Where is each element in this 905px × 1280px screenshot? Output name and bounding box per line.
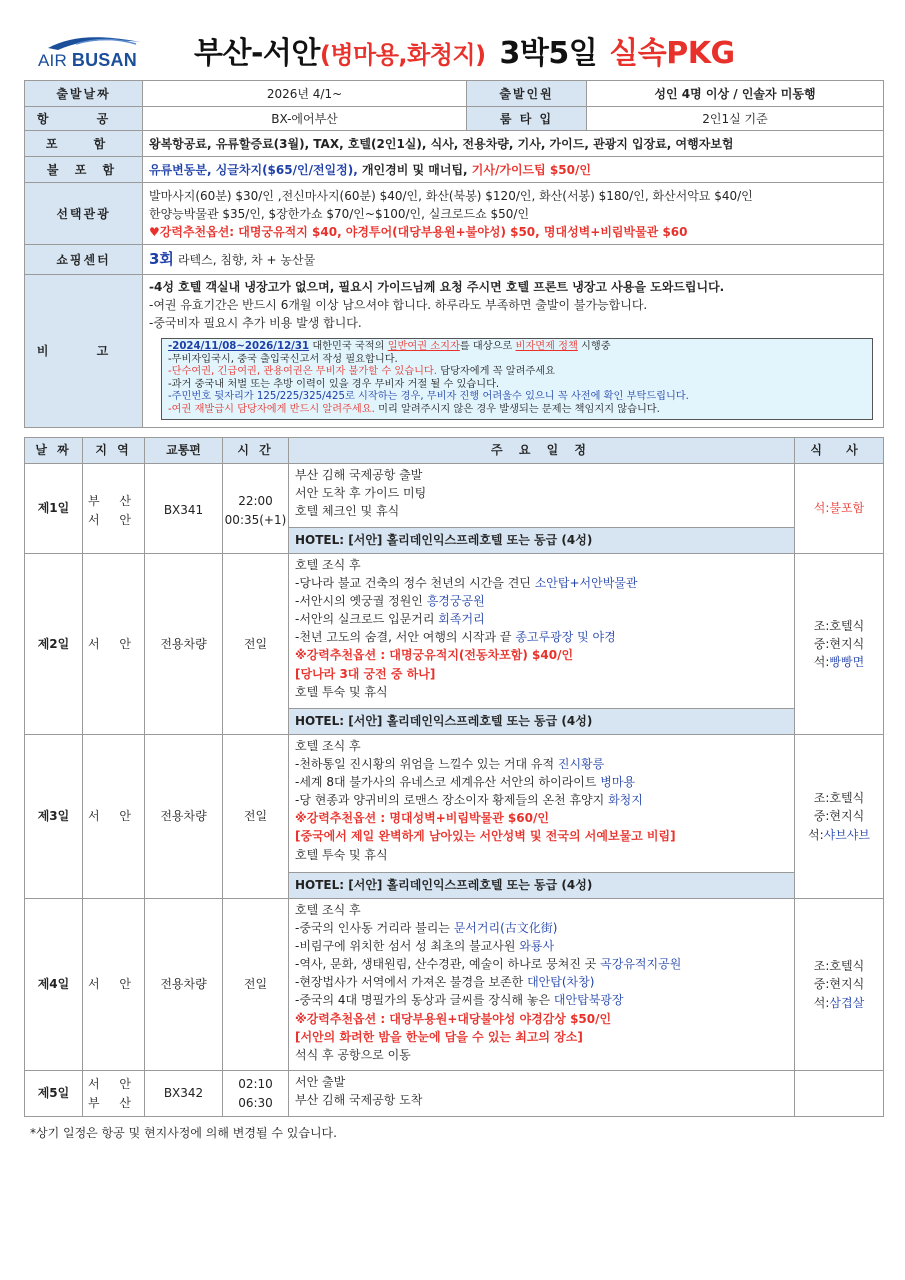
day5-flight: BX342	[145, 1071, 223, 1117]
day3-hotel: HOTEL: [서안] 홀리데인익스프레호텔 또는 동급 (4성)	[289, 873, 795, 899]
remark-1: -4성 호텔 객실내 냉장고가 없으며, 필요시 가이드님께 요청 주시면 호텔 프론트 냉장고 사용을 도와드립니다.	[149, 280, 725, 294]
shopping-items: 라텍스, 침향, 차 + 농산물	[177, 253, 316, 267]
value-options	[143, 183, 884, 245]
day1-flight: BX341	[145, 464, 223, 554]
page-title: 부산-서안(병마용,화청지) 3박5일 실속PKG	[194, 36, 735, 71]
row-depart	[25, 81, 884, 107]
day2-row	[25, 554, 884, 709]
header-date: 날 짜	[25, 438, 83, 464]
value-depart-date: 2026년 4/1~	[143, 81, 467, 107]
value-include: 왕복항공료, 유류할증료(3월), TAX, 호텔(2인1실), 식사, 전용차량, 기사, 가이드, 관광지 입장료, 여행자보험	[143, 131, 884, 157]
header-plan: 주 요 일 정	[289, 438, 795, 464]
air-busan-logo	[38, 32, 148, 76]
day3-plan: 호텔 조식 후 -천하통일 진시황의 위엄을 느낄수 있는 거대 유적 진시황릉 -세계 8대 불가사의 유네스코 세계유산 서안의 하이라이트 병마용 -당 현종과 양귀비의 로맨스 장소이자 황제들의 온천 휴양지 화청지 ※강력추천옵션 : 명대성벽+비림박물관 $60/인 [중국에서 제일 완벽하게 남아있는 서안성벽 및 전국의 서예보물고 비림] 호텔 투숙 및 휴식	[289, 735, 795, 873]
row-airline	[25, 107, 884, 131]
day5-meal	[795, 1071, 884, 1117]
day1-time: 22:00 00:35(+1)	[223, 464, 289, 554]
day1-plan: 부산 김해 국제공항 출발 서안 도착 후 가이드 미팅 호텔 체크인 및 휴식	[289, 464, 795, 528]
value-exclude: 유류변동분, 싱글차지($65/인/전일정), 개인경비 및 매너팁, 기사/가이드팁 $50/인	[143, 157, 884, 183]
day5-row	[25, 1071, 884, 1117]
day2-plan: 호텔 조식 후 -당나라 불교 건축의 정수 천년의 시간을 견딘 소안탑+서안박물관 -서안시의 옛궁궐 정원인 흥경궁공원 -서안의 실크로드 입문거리 회족거리 -천년 고도의 숨결, 서안 여행의 시작과 끝 종고루광장 및 야경 ※강력추천옵션 : 대명궁유적지(전동차포함) $40/인 [당나라 3대 궁전 중 하나] 호텔 투숙 및 휴식	[289, 554, 795, 709]
row-remarks	[25, 275, 884, 428]
remark-2: -여권 유효기간은 반드시 6개월 이상 남으셔야 합니다. 하루라도 부족하면 출발이 불가능합니다.	[149, 298, 648, 312]
logo-text: AIR BUSAN	[38, 50, 137, 70]
label-include: 포 함	[25, 131, 143, 157]
day1-label: 제1일	[25, 464, 83, 554]
notice-1: -2024/11/08~2026/12/31 대한민국 국적의 일반여권 소지자를 대상으로 비자면제 정책 시행중	[168, 341, 611, 352]
value-depart-people: 성인 4명 이상 / 인솔자 미동행	[587, 81, 884, 107]
value-room: 2인1실 기준	[587, 107, 884, 131]
header-meal: 식 사	[795, 438, 884, 464]
day4-region: 서 안	[83, 899, 145, 1071]
visa-notice-box	[161, 338, 873, 420]
day2-meal: 조:호텔식 중:현지식 석:빵빵면	[795, 554, 884, 735]
header-region: 지 역	[83, 438, 145, 464]
row-exclude	[25, 157, 884, 183]
label-options: 선택관광	[25, 183, 143, 245]
day2-transport: 전용차량	[145, 554, 223, 735]
day3-label: 제3일	[25, 735, 83, 899]
day5-time: 02:10 06:30	[223, 1071, 289, 1117]
remark-3: -중국비자 필요시 추가 비용 발생 합니다.	[149, 316, 362, 330]
value-shopping	[143, 245, 884, 275]
day4-transport: 전용차량	[145, 899, 223, 1071]
day5-plan: 서안 출발 부산 김해 국제공항 도착	[289, 1071, 795, 1117]
page-header	[24, 22, 884, 78]
header-transport: 교통편	[145, 438, 223, 464]
options-line-1: 발마사지(60분) $30/인 ,전신마사지(60분) $40/인, 화산(북봉) $120/인, 화산(서봉) $180/인, 화산서악묘 $40/인	[149, 188, 753, 203]
day4-time: 전일	[223, 899, 289, 1071]
day5-region: 서 안 부 산	[83, 1071, 145, 1117]
day2-region: 서 안	[83, 554, 145, 735]
label-shopping: 쇼핑센터	[25, 245, 143, 275]
row-options	[25, 183, 884, 245]
header-time: 시 간	[223, 438, 289, 464]
day1-row	[25, 464, 884, 528]
schedule-table	[24, 437, 884, 1117]
notice-6: -여권 재발급시 담당자에게 반드시 알려주세요. 미리 알려주시지 않은 경우 발생되는 문제는 책임지지 않습니다.	[168, 403, 660, 415]
label-remarks: 비 고	[25, 275, 143, 428]
day1-region: 부 산 서 안	[83, 464, 145, 554]
day2-label: 제2일	[25, 554, 83, 735]
day4-plan: 호텔 조식 후 -중국의 인사동 거리라 불리는 문서거리(古文化街) -비림구에 위치한 섬서 성 최초의 불교사원 와룡사 -역사, 문화, 생태원림, 산수경관, 예술이 하나로 뭉쳐진 곳 곡강유적지공원 -현장법사가 서역에서 가져온 불경을 보존한 대안탑(차창) -중국의 4대 명필가의 동상과 글씨를 장식해 놓은 대안탑북광장 ※강력추천옵션 : 대당부용원+대당불야성 야경감상 $50/인 [서안의 화려한 밤을 한눈에 담을 수 있는 최고의 장소] 석식 후 공항으로 이동	[289, 899, 795, 1071]
day3-meal: 조:호텔식 중:현지식 석:샤브샤브	[795, 735, 884, 899]
day4-meal: 조:호텔식 중:현지식 석:삼겹살	[795, 899, 884, 1071]
row-shopping	[25, 245, 884, 275]
label-airline: 항 공	[25, 107, 143, 131]
day5-label: 제5일	[25, 1071, 83, 1117]
day4-row	[25, 899, 884, 1071]
day3-row	[25, 735, 884, 873]
day2-time: 전일	[223, 554, 289, 735]
logo-swoosh-icon	[46, 32, 142, 52]
notice-3: -단수여권, 긴급여권, 관용여권은 무비자 불가할 수 있습니다. 담당자에게 꼭 알려주세요	[168, 366, 555, 378]
options-line-recommend: ♥강력추천옵션: 대명궁유적지 $40, 야경투어(대당부용원+불야성) $50, 명대성벽+비림박물관 $60	[149, 224, 688, 239]
shopping-count: 3회	[149, 250, 174, 268]
footnote: *상기 일정은 항공 및 현지사정에 의해 변경될 수 있습니다.	[30, 1126, 337, 1140]
label-depart-people: 출발인원	[467, 81, 587, 107]
info-table	[24, 80, 884, 428]
label-depart-date: 출발날짜	[25, 81, 143, 107]
notice-5: -주민번호 뒷자리가 125/225/325/425로 시작하는 경우, 무비자 진행 어려울수 있으니 꼭 사전에 확인 부탁드립니다.	[168, 391, 689, 403]
value-airline: BX-에어부산	[143, 107, 467, 131]
day4-label: 제4일	[25, 899, 83, 1071]
day2-hotel: HOTEL: [서안] 홀리데인익스프레호텔 또는 동급 (4성)	[289, 709, 795, 735]
label-exclude: 불 포 함	[25, 157, 143, 183]
notice-4: -과거 중국내 처벌 또는 추방 이력이 있을 경우 무비자 거절 될 수 있습니다.	[168, 378, 500, 390]
options-line-2: 한양능박물관 $35/인, $장한가쇼 $70/인~$100/인, 실크로드쇼 $50/인	[149, 206, 530, 221]
day3-region: 서 안	[83, 735, 145, 899]
label-room: 룸 타 입	[467, 107, 587, 131]
day1-hotel: HOTEL: [서안] 홀리데인익스프레호텔 또는 동급 (4성)	[289, 528, 795, 554]
day1-meal: 석:불포함	[795, 464, 884, 554]
schedule-header-row	[25, 438, 884, 464]
notice-2: -무비자입국시, 중국 출입국신고서 작성 필요합니다.	[168, 353, 398, 365]
day3-time: 전일	[223, 735, 289, 899]
day3-transport: 전용차량	[145, 735, 223, 899]
value-remarks	[143, 275, 884, 428]
row-include	[25, 131, 884, 157]
